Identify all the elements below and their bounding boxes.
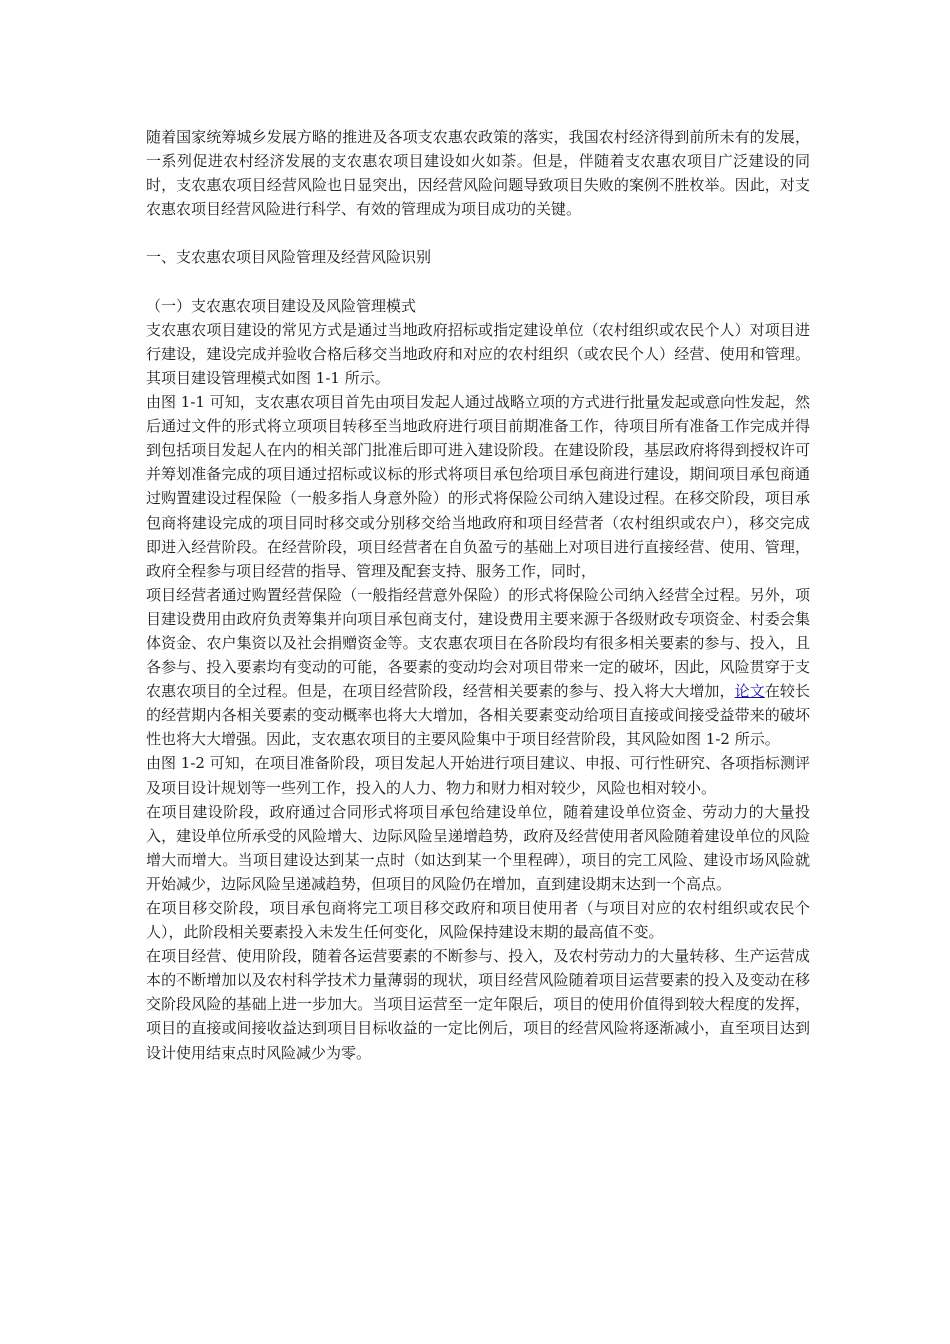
body-paragraph-4: 由图 1-2 可知，在项目准备阶段，项目发起人开始进行项目建议、申报、可行性研究、各项指标测评及项目设计规划等一些列工作，投入的人力、物力和财力相对较少，风险也相对较小。 <box>146 754 810 797</box>
body-paragraph-3-text-after: 在较长的经营期内各相关要素的变动概率也将大大增加，各相关要素变动给项目直接或间接受益带来的破坏性也将大大增强。因此，支农惠农项目的主要风险集中于项目经营阶段，其风险如图 1-2 所示。 <box>146 682 810 749</box>
thesis-link[interactable]: 论文 <box>734 682 765 701</box>
spacer <box>146 221 810 245</box>
body-paragraph-5: 在项目建设阶段，政府通过合同形式将项目承包给建设单位，随着建设单位资金、劳动力的大量投入，建设单位所承受的风险增大、边际风险呈递增趋势，政府及经营使用者风险随着建设单位的风险增大而增大。当项目建设达到某一点时（如达到某一个里程碑），项目的完工风险、建设市场风险就开始减少，边际风险呈递减趋势，但项目的风险仍在增加，直到建设期末达到一个高点。 <box>146 802 810 893</box>
subsection-heading: （一）支农惠农项目建设及风险管理模式 <box>146 296 417 315</box>
body-paragraph-6: 在项目移交阶段，项目承包商将完工项目移交政府和项目使用者（与项目对应的农村组织或农民个人），此阶段相关要素投入未发生任何变化，风险保持建设末期的最高值不变。 <box>146 899 810 942</box>
body-paragraph-3-text: 项目经营者通过购置经营保险（一般指经营意外保险）的形式将保险公司纳入经营全过程。另外，项目建设费用由政府负责筹集并向项目承包商支付，建设费用主要来源于各级财政专项资金、村委会集体资金、农户集资以及社会捐赠资金等。支农惠农项目在各阶段均有很多相关要素的参与、投入，且各参与、投入要素均有变动的可能，各要素的变动均会对项目带来一定的破坏，因此，风险贯穿于支农惠农项目的全过程。但是，在项目经营阶段，经营相关要素的参与、投入将大大增加， <box>146 585 810 701</box>
intro-paragraph: 随着国家统筹城乡发展方略的推进及各项支农惠农政策的落实，我国农村经济得到前所未有的发展，一系列促进农村经济发展的支农惠农项目建设如火如荼。但是，伴随着支农惠农项目广泛建设的同时，支农惠农项目经营风险也日显突出，因经营风险问题导致项目失败的案例不胜枚举。因此，对支农惠农项目经营风险进行科学、有效的管理成为项目成功的关键。 <box>146 128 810 219</box>
spacer <box>146 270 810 294</box>
body-paragraph-1: 支农惠农项目建设的常见方式是通过当地政府招标或指定建设单位（农村组织或农民个人）对项目进行建设，建设完成并验收合格后移交当地政府和对应的农村组织（或农民个人）经营、使用和管理。其项目建设管理模式如图 1-1 所示。 <box>146 320 810 387</box>
document-page <box>146 125 810 1065</box>
body-paragraph-3 <box>146 583 810 752</box>
section-heading: 一、支农惠农项目风险管理及经营风险识别 <box>146 248 432 267</box>
body-paragraph-7: 在项目经营、使用阶段，随着各运营要素的不断参与、投入，及农村劳动力的大量转移、生产运营成本的不断增加以及农村科学技术力量薄弱的现状，项目经营风险随着项目运营要素的投入及变动在移交阶段风险的基础上进一步加大。当项目运营至一定年限后，项目的使用价值得到较大程度的发挥，项目的直接或间接收益达到项目目标收益的一定比例后，项目的经营风险将逐渐减小，直至项目达到设计使用结束点时风险减少为零。 <box>146 947 810 1062</box>
body-paragraph-2: 由图 1-1 可知，支农惠农项目首先由项目发起人通过战略立项的方式进行批量发起或意向性发起，然后通过文件的形式将立项项目转移至当地政府进行项目前期准备工作，待项目所有准备工作完成并得到包括项目发起人在内的相关部门批准后即可进入建设阶段。在建设阶段，基层政府将得到授权许可并筹划准备完成的项目通过招标或议标的形式将项目承包给项目承包商进行建设，期间项目承包商通过购置建设过程保险（一般多指人身意外险）的形式将保险公司纳入建设过程。在移交阶段，项目承包商将建设完成的项目同时移交或分别移交给当地政府和项目经营者（农村组织或农户），移交完成即进入经营阶段。在经营阶段，项目经营者在自负盈亏的基础上对项目进行直接经营、使用、管理，政府全程参与项目经营的指导、管理及配套支持、服务工作，同时， <box>146 393 810 580</box>
